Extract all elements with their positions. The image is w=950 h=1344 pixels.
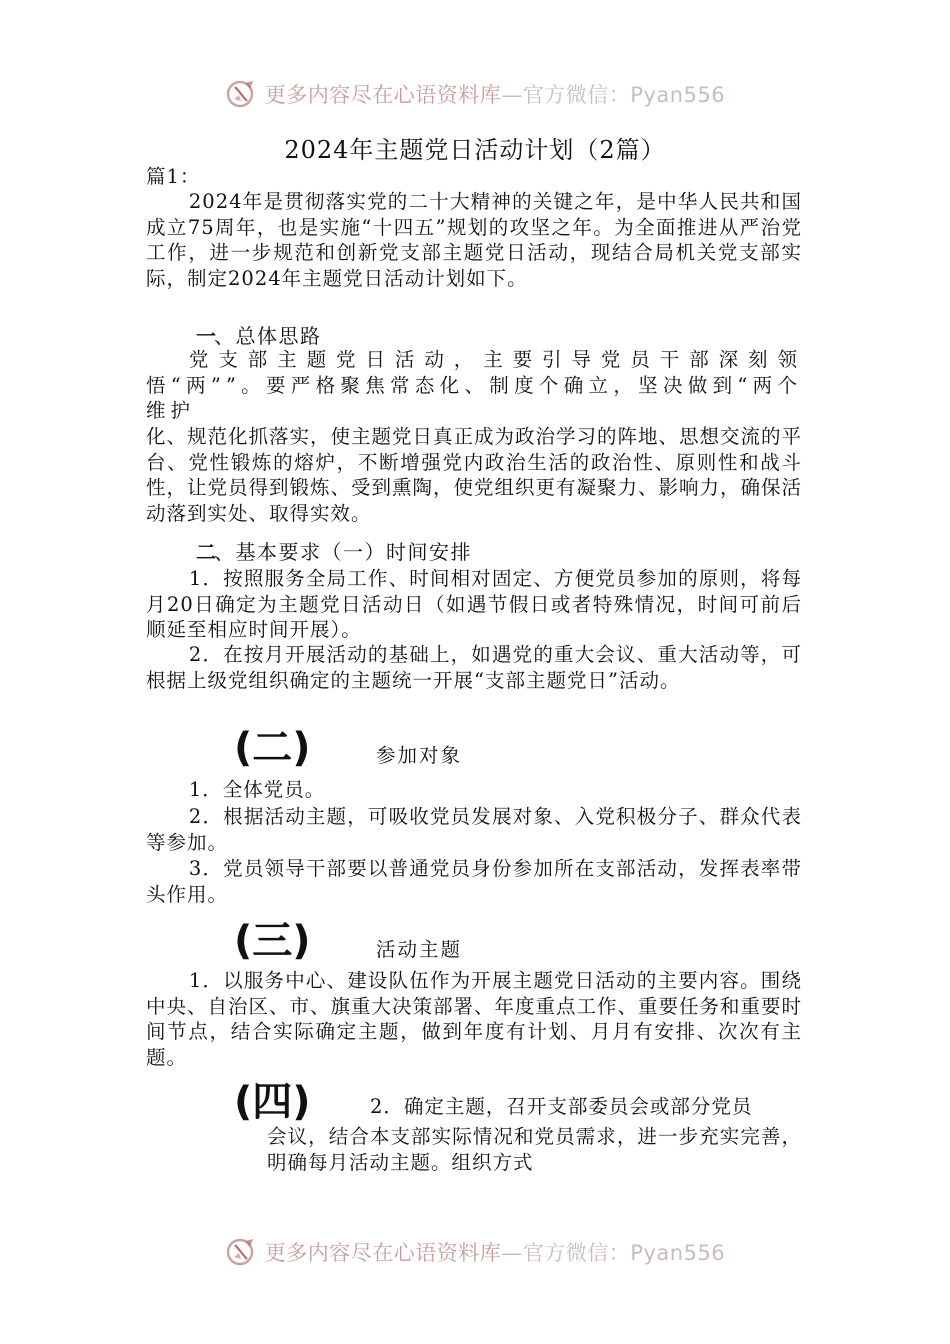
overall-idea-paragraph-b: 化、规范化抓落实，使主题党日真正成为政治学习的阵地、思想交流的平台、党性锻炼的熔炉，不断增强党内政治生活的政治性、原则性和战斗性，让党员得到锻炼、受到熏陶，使党组织更有凝聚力、影响力，确保活动落到实处、取得实效。	[146, 425, 803, 525]
subsection-2-mark: (二)	[234, 725, 311, 771]
heading-1-number: 一	[196, 324, 214, 348]
watermark-tail: 官方微信：Pyan556	[522, 1241, 726, 1265]
watermark-banner-top	[0, 74, 950, 114]
watermark-text	[265, 79, 725, 109]
watermark-main: 更多内容尽在心语资料库	[264, 1241, 502, 1265]
heading-basic-requirements	[196, 536, 472, 565]
heading-2-text: 、基本要求（一）时间安排	[214, 540, 472, 564]
participants-item-3: 3．党员领导干部要以普通党员身份参加所在支部活动，发挥表率带头作用。	[146, 857, 802, 906]
subsection-3-mark: (三)	[234, 918, 311, 964]
theme-item-2-first-line: 2．确定主题，召开支部委员会或部分党员	[370, 1095, 753, 1118]
subsection-3-label: 活动主题	[376, 938, 463, 961]
participants-item-1: 1．全体党员。	[188, 778, 326, 801]
theme-item-1: 1．以服务中心、建设队伍作为开展主题党日活动的主要内容。围绕中央、自治区、市、旗重大决策部署、年度重点工作、重要任务和重要时间节点，结合实际确定主题，做到年度有计划、月月有安排、次次有主题。	[146, 969, 803, 1069]
document-title: 2024年主题党日活动计划（2篇）	[284, 136, 666, 164]
heading-1-text: 、总体思路	[214, 324, 322, 348]
brand-logo-icon	[225, 77, 259, 111]
subsection-2-label: 参加对象	[376, 744, 463, 767]
intro-paragraph: 2024年是贯彻落实党的二十大精神的关键之年，是中华人民共和国成立75周年，也是实施“十四五”规划的攻坚之年。为全面推进从严治党工作，进一步规范和创新党支部主题党日活动，现结合局机关党支部实际，制定2024年主题党日活动计划如下。	[146, 190, 802, 290]
heading-overall-idea	[196, 320, 322, 349]
overall-idea-paragraph-a: 党支部主题党日活动，主要引导党员干部深刻领悟“两””。要严格聚焦常态化、制度个确立，坚决做到“两个维护	[146, 348, 802, 422]
watermark-banner-bottom	[0, 1232, 950, 1272]
watermark-dash: —	[501, 1241, 523, 1265]
brand-logo-icon	[225, 1235, 259, 1269]
participants-item-2: 2．根据活动主题，可吸收党员发展对象、入党积极分子、群众代表等参加。	[146, 805, 802, 854]
watermark-dash: —	[501, 83, 523, 107]
time-item-1: 1．按照服务全局工作、时间相对固定、方便党员参加的原则，将每月20日确定为主题党日活动日（如遇节假日或者特殊情况，时间可前后顺延至相应时间开展）。	[146, 567, 802, 641]
watermark-main: 更多内容尽在心语资料库	[264, 83, 502, 107]
subsection-4-mark: (四)	[234, 1079, 311, 1125]
watermark-text	[265, 1237, 725, 1267]
watermark-tail: 官方微信：Pyan556	[522, 83, 726, 107]
time-item-2: 2．在按月开展活动的基础上，如遇党的重大会议、重大活动等，可根据上级党组织确定的主题统一开展“支部主题党日”活动。	[146, 643, 802, 692]
heading-2-number: 二	[196, 540, 214, 564]
section-label: 篇1：	[146, 165, 201, 188]
theme-item-2-continued: 会议，结合本支部实际情况和党员需求，进一步充实完善，明确每月活动主题。组织方式	[267, 1125, 802, 1174]
